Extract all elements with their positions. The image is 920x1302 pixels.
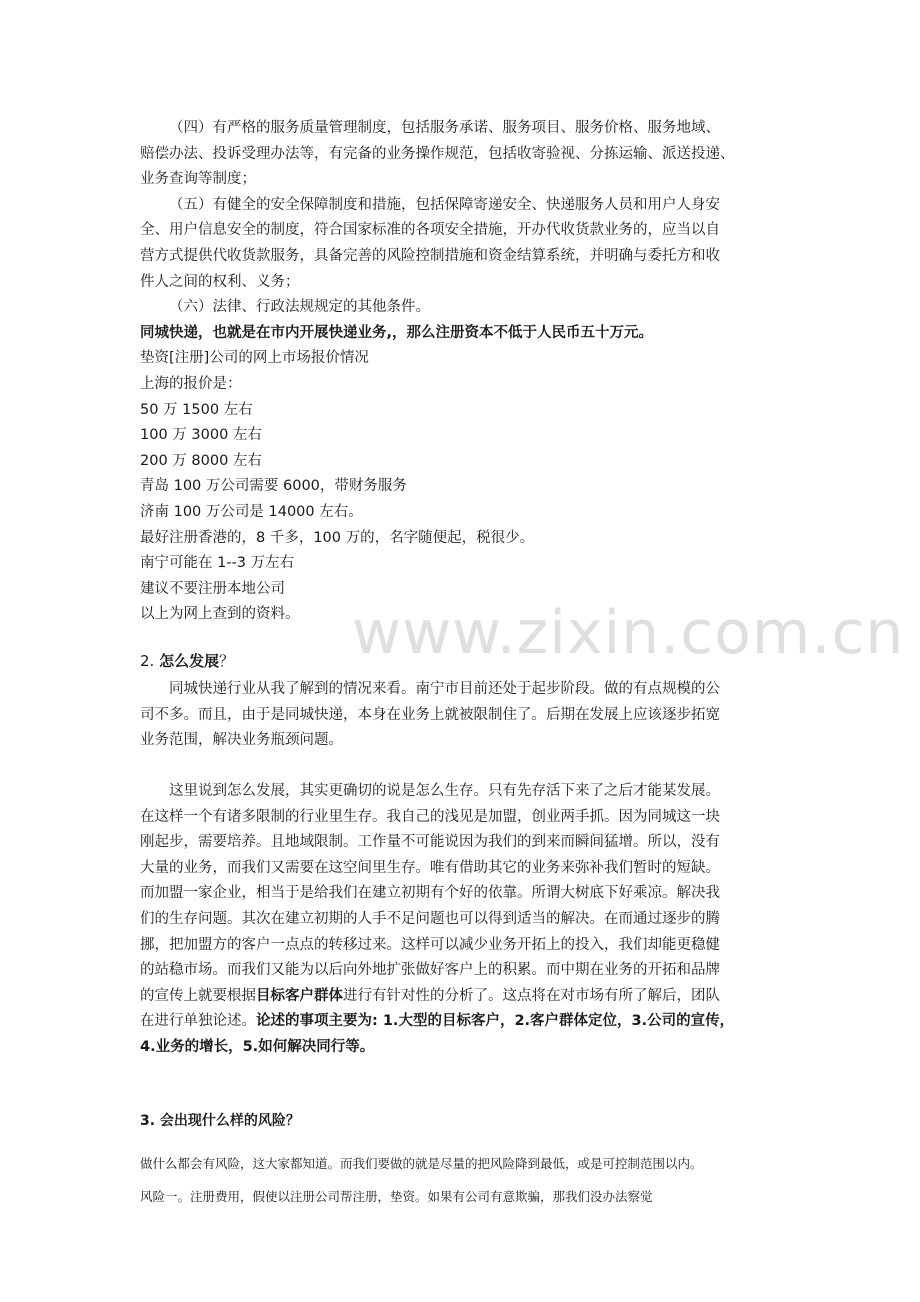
section-3-line-1: 做什么都会有风险，这大家都知道。而我们要做的就是尽量的把风险降到最低，或是可控制范围以内。	[140, 1156, 703, 1171]
section-2-title: 怎么发展	[159, 652, 220, 670]
price-line-1: 上海的报价是：	[140, 375, 242, 392]
para2-line-10	[140, 1009, 790, 1035]
para2-line-4: 大量的业务，而我们又需要在这空间里生存。唯有借助其它的业务来弥补我们暂时的短缺。	[140, 859, 720, 876]
para2-line-2: 在这样一个有诸多限制的行业里生存。我自己的浅见是加盟，创业两手抓。因为同城这一块	[140, 808, 720, 825]
section-3-heading: 3. 会出现什么样的风险？	[140, 1113, 300, 1129]
section-2-number: 2.	[140, 652, 155, 670]
price-line-5: 青岛 100 万公司需要 6000，带财务服务	[140, 478, 407, 495]
price-line-9: 建议不要注册本地公司	[140, 580, 285, 597]
price-line-2: 50 万 1500 左右	[140, 401, 253, 418]
section-2-paragraph-2	[140, 779, 790, 1061]
section-2-paragraph-1	[140, 677, 790, 754]
item-6-line: （六）法律、行政法规规定的其他条件。	[169, 299, 430, 316]
para2-line-11: 4.业务的增长，5.如何解决同行等。	[140, 1038, 375, 1055]
watermark: www.zixin.com.cn	[352, 598, 905, 668]
para2-line-9-c: 进行有针对性的分析了。这点将在对市场有所了解后，团队	[343, 987, 720, 1004]
para2-line-9-a: 的宣传上就要根据	[140, 987, 256, 1004]
item-4-line-3: 业务查询等制度；	[140, 171, 256, 188]
section-2-question-mark: ？	[219, 652, 235, 670]
item-5-line-1: （五）有健全的安全保障制度和措施，包括保障寄递安全、快递服务人员和用户人身安	[169, 196, 720, 213]
para2-line-6: 们的生存问题。其次在建立初期的人手不足问题也可以得到适当的解决。在而通过逐步的腾	[140, 910, 720, 927]
discussion-items: 论述的事项主要为: 1.大型的目标客户，2.客户群体定位，3.公司的宣传，	[256, 1013, 735, 1030]
price-line-0: 垫资[注册]公司的网上市场报价情况	[140, 350, 369, 367]
item-4-line-2: 赔偿办法、投诉受理办法等，有完备的业务操作规范，包括收寄验视、分拣运输、派送投递、	[140, 145, 735, 162]
target-customer-group: 目标客户群体	[256, 987, 343, 1004]
para2-line-7: 挪，把加盟方的客户一点点的转移过来。这样可以减少业务开拓上的投入，我们却能更稳健	[140, 936, 720, 953]
para2-line-1: 这里说到怎么发展，其实更确切的说是怎么生存。只有先存活下来了之后才能某发展。	[169, 783, 720, 799]
section-1-conditions	[140, 116, 790, 628]
price-line-4: 200 万 8000 左右	[140, 452, 262, 469]
price-line-8: 南宁可能在 1--3 万左右	[140, 555, 295, 572]
para2-line-10-a: 在进行单独论述。	[140, 1013, 256, 1030]
para1-line-3: 业务范围，解决业务瓶颈问题。	[140, 732, 343, 749]
price-line-3: 100 万 3000 左右	[140, 427, 262, 444]
para1-line-1: 同城快递行业从我了解到的情况来看。南宁市目前还处于起步阶段。做的有点规模的公	[169, 681, 720, 697]
item-4-line-1: （四）有严格的服务质量管理制度，包括服务承诺、服务项目、服务价格、服务地域、	[169, 120, 720, 136]
para2-line-8: 的站稳市场。而我们又能为以后向外地扩张做好客户上的积累。而中期在业务的开拓和品牌	[140, 962, 720, 979]
para2-line-3: 刚起步，需要培养。且地域限制。工作量不可能说因为我们的到来而瞬间猛增。所以，没有	[140, 834, 720, 851]
price-line-10: 以上为网上查到的资料。	[140, 606, 300, 623]
price-line-6: 济南 100 万公司是 14000 左右。	[140, 503, 363, 520]
price-line-7: 最好注册香港的，8 千多，100 万的，名字随便起，税很少。	[140, 529, 535, 546]
para1-line-2: 司不多。而且，由于是同城快递，本身在业务上就被限制住了。后期在发展上应该逐步拓宽	[140, 706, 720, 723]
item-5-line-3: 营方式提供代收货款服务，具备完善的风险控制措施和资金结算系统，并明确与委托方和收	[140, 247, 720, 264]
section-2-heading	[140, 650, 234, 671]
bold-capital-requirement: 同城快递，也就是在市内开展快递业务,，那么注册资本不低于人民币五十万元。	[140, 324, 654, 341]
item-5-line-2: 全、用户信息安全的制度，符合国家标准的各项安全措施，开办代收货款业务的，应当以自	[140, 222, 720, 239]
item-5-line-4: 件人之间的权利、义务；	[140, 273, 300, 290]
section-3-line-2: 风险一。注册费用，假使以注册公司帮注册，垫资。如果有公司有意欺骗，那我们没办法察觉	[140, 1189, 653, 1204]
para2-line-9	[140, 984, 790, 1010]
para2-line-5: 而加盟一家企业，相当于是给我们在建立初期有个好的依靠。所谓大树底下好乘凉。解决我	[140, 885, 720, 902]
